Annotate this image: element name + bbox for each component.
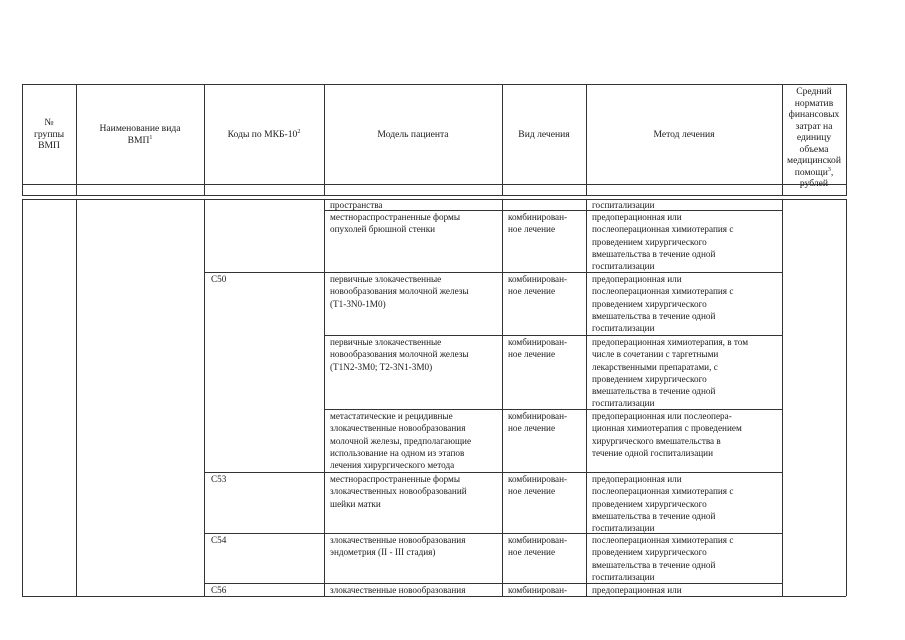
row2-treatment-type: комбинирован- ное лечение (508, 274, 568, 297)
body-vline-7 (846, 199, 847, 596)
row3-patient-model: первичные злокачественные новообразования молочной железы (T1N2-3M0; T2-3N1-3M0) (330, 337, 469, 372)
row6-treatment-type: комбинирован- ное лечение (508, 535, 568, 558)
header-vmp-name-footnote: 1 (149, 134, 153, 141)
body-vline-6 (782, 199, 783, 596)
header-mkb-codes-text: Коды по МКБ-10 (227, 129, 298, 140)
mkb-code-c54: C54 (211, 535, 227, 545)
row1-treatment-type: комбинирован- ное лечение (508, 212, 568, 235)
row7-treatment-method: предоперационная или (592, 585, 682, 595)
row4-treatment-type: комбинирован- ное лечение (508, 411, 568, 434)
header-cost-norm-text: Средний норматив финансовых затрат на единицу объема медицинской помощи (787, 86, 841, 178)
row5-patient-model: местнораспространенные формы злокачественных новообразований шейки матки (330, 474, 467, 509)
body-vline-4 (502, 199, 503, 596)
column-number-row-border (22, 195, 846, 196)
mkb-code-c53: C53 (211, 474, 227, 484)
row7-patient-model: злокачественные новообразования (330, 585, 466, 595)
row2-treatment-method: предоперационная или послеоперационная химиотерапия с проведением хирургического вмешательства в течение одной госпитализации (592, 274, 734, 334)
body-vline-0 (22, 199, 23, 596)
header-vmp-name-text: Наименование вида ВМП (99, 123, 181, 146)
header-mkb-codes-footnote: 2 (297, 128, 301, 135)
mkb-code-c50: C50 (211, 274, 227, 284)
header-patient-model: Модель пациента (377, 129, 449, 140)
header-group-number: № группы ВМП (33, 117, 65, 151)
header-vmp-name (76, 123, 204, 146)
header-cost-norm-footnote: 3 (827, 166, 831, 173)
header-mkb-codes (204, 129, 324, 141)
row1-treatment-method: предоперационная или послеоперационная химиотерапия с проведением хирургического вмешательства в течение одной госпитализации (592, 212, 734, 272)
body-vline-5 (586, 199, 587, 596)
row1-patient-model: местнораспространенные формы опухолей брюшной стенки (330, 212, 461, 235)
row4-treatment-method: предоперационная или послеопера- ционная химиотерапия с проведением хирургического вмешательства в течение одной госпитализации (592, 411, 742, 458)
continued-model-cell: пространства (330, 200, 383, 210)
header-treatment-method: Метод лечения (653, 129, 715, 140)
header-treatment-type: Вид лечения (518, 129, 570, 140)
row2-patient-model: первичные злокачественные новообразования молочной железы (T1-3N0-1M0) (330, 274, 469, 309)
row5-treatment-method: предоперационная или послеоперационная химиотерапия с проведением хирургического вмешательства в течение одной госпитализации (592, 474, 734, 534)
header-top-border (22, 84, 846, 85)
row4-patient-model: метастатические и рецидивные злокачественные новообразования молочной железы, предполагающие использование на одном из этапов лечения хирургического метода (330, 411, 472, 471)
continued-method-cell: госпитализации (592, 200, 655, 210)
body-vline-3 (324, 199, 325, 596)
body-vline-2 (204, 199, 205, 596)
body-vline-1 (76, 199, 77, 596)
row3-treatment-type: комбинирован- ное лечение (508, 337, 568, 360)
mkb-code-c56: C56 (211, 585, 227, 595)
header-bottom-border (22, 184, 846, 185)
row6-patient-model: злокачественные новообразования эндометрия (II - III стадия) (330, 535, 466, 558)
header-cost-norm (782, 86, 846, 190)
row6-treatment-method: послеоперационная химиотерапия с проведением хирургического вмешательства в течение одной госпитализации (592, 535, 734, 582)
row7-treatment-type: комбинирован- (508, 585, 568, 595)
header-cost-norm-unit: , рублей (799, 166, 834, 189)
row5-treatment-type: комбинирован- ное лечение (508, 474, 568, 497)
header-vline-7 (846, 84, 847, 196)
row3-treatment-method: предоперационная химиотерапия, в том числе в сочетании с таргетными лекарственными препаратами, с проведением хирургического вмешательства в течение одной госпитализации (592, 337, 749, 409)
